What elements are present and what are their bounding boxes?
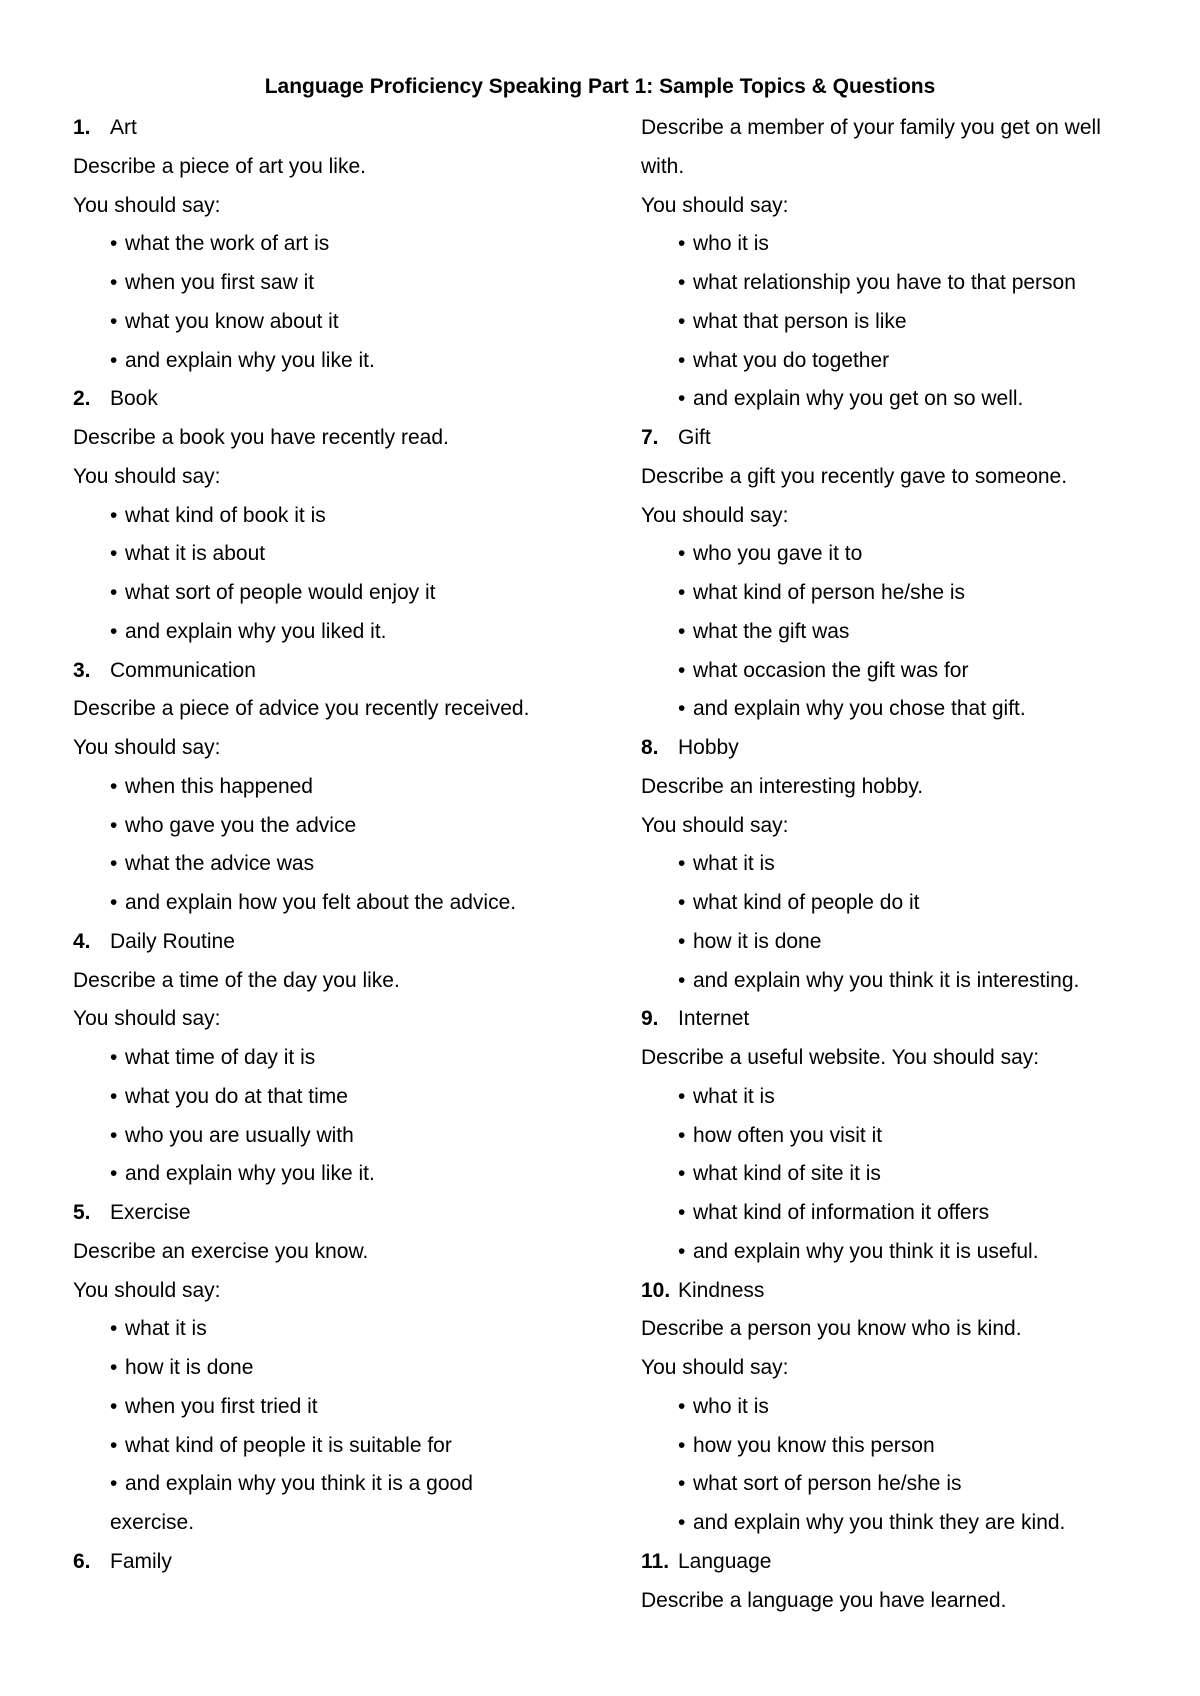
bullet-glyph: •	[678, 891, 686, 914]
bullet-item: • and explain why you think it is interesting.	[641, 962, 1161, 1001]
bullet-item: • and explain why you think it is useful.	[641, 1233, 1161, 1272]
topic-prompt: Describe a member of your family you get on well	[641, 116, 1101, 139]
bullet-item: • who you are usually with	[73, 1117, 633, 1156]
bullet-item: • and explain why you chose that gift.	[641, 690, 1161, 729]
topic-number: 2.	[73, 387, 91, 411]
topic-name: Book	[110, 387, 158, 411]
bullet-glyph: •	[678, 1472, 686, 1496]
should-say-label: You should say:	[73, 193, 221, 217]
bullet-item: • and explain how you felt about the advice.	[73, 884, 633, 923]
bullet-glyph: •	[110, 232, 118, 256]
should-say-label: You should say:	[73, 1007, 221, 1031]
bullet-item: • when you first saw it	[73, 264, 633, 303]
topic-prompt: Describe a time of the day you like.	[73, 968, 400, 992]
left-column	[73, 109, 633, 1582]
topic-number: 8.	[641, 736, 659, 759]
topic-prompt: Describe a useful website. You should say:	[641, 1046, 1040, 1069]
bullet-glyph: •	[678, 1433, 686, 1457]
bullet-item: • what kind of people do it	[641, 884, 1161, 923]
bullet-item: • what sort of people would enjoy it	[73, 574, 633, 613]
bullet-glyph: •	[110, 813, 118, 837]
topic-number: 4.	[73, 929, 91, 953]
topic-number: 6.	[73, 1549, 91, 1573]
topic-name: Family	[110, 1549, 172, 1573]
should-say-label: You should say:	[641, 1356, 789, 1379]
topic-number: 7.	[641, 426, 659, 449]
bullet-glyph: •	[110, 891, 118, 914]
bullet-item: • who you gave it to	[641, 535, 1161, 574]
bullet-item: • how it is done	[73, 1349, 633, 1388]
bullet-item: • what you do together	[641, 342, 1161, 381]
topic-prompt: Describe a language you have learned.	[641, 1588, 1007, 1612]
bullet-glyph: •	[110, 542, 118, 566]
topic-prompt: Describe an interesting hobby.	[641, 774, 924, 798]
bullet-glyph: •	[678, 1239, 686, 1263]
bullet-item: • how you know this person	[641, 1427, 1161, 1466]
topic-heading	[641, 419, 1161, 458]
topic-prompt: Describe a piece of art you like.	[73, 154, 366, 178]
bullet-item: • what it is about	[73, 535, 633, 574]
bullet-item: • what you do at that time	[73, 1078, 633, 1117]
topic-heading	[73, 380, 633, 419]
bullet-glyph: •	[678, 1123, 686, 1147]
bullet-glyph: •	[110, 619, 118, 643]
topic-name: Internet	[678, 1007, 750, 1031]
bullet-item: • and explain why you think it is a good	[73, 1465, 633, 1504]
topic-heading	[73, 1543, 633, 1582]
topic-name: Kindness	[678, 1278, 765, 1302]
topic-heading	[641, 1543, 1161, 1582]
should-say-label: You should say:	[641, 193, 789, 217]
topic-prompt: Describe a piece of advice you recently received.	[73, 697, 530, 721]
bullet-item: • what kind of book it is	[73, 497, 633, 536]
bullet-item: • who gave you the advice	[73, 807, 633, 846]
bullet-glyph: •	[678, 658, 686, 682]
topic-name: Daily Routine	[110, 929, 235, 953]
bullet-glyph: •	[678, 1201, 686, 1224]
bullet-item: • who it is	[641, 225, 1161, 264]
topic-number: 3.	[73, 658, 91, 682]
bullet-item: • what kind of site it is	[641, 1155, 1161, 1194]
topic-number: 11.	[641, 1549, 670, 1573]
bullet-glyph: •	[110, 852, 118, 876]
topic-name: Language	[678, 1549, 772, 1573]
bullet-glyph: •	[110, 309, 118, 333]
topic-heading	[73, 923, 633, 962]
bullet-item: • and explain why you think they are kind.	[641, 1504, 1161, 1543]
topic-prompt: Describe a book you have recently read.	[73, 426, 449, 449]
bullet-item: • what the gift was	[641, 613, 1161, 652]
bullet-glyph: •	[678, 852, 686, 876]
bullet-glyph: •	[678, 1511, 686, 1534]
should-say-label: You should say:	[73, 1278, 221, 1302]
topic-heading	[73, 652, 633, 691]
bullet-glyph: •	[110, 581, 118, 604]
bullet-item: • what relationship you have to that person	[641, 264, 1161, 303]
right-column	[641, 109, 1161, 1620]
bullet-glyph: •	[110, 774, 118, 798]
bullet-continuation: exercise.	[110, 1511, 195, 1534]
topic-heading	[641, 729, 1161, 768]
bullet-glyph: •	[678, 348, 686, 372]
topic-prompt: Describe a gift you recently gave to someone.	[641, 464, 1068, 488]
topic-heading	[641, 1000, 1161, 1039]
bullet-glyph: •	[678, 581, 686, 604]
bullet-glyph: •	[678, 619, 686, 643]
bullet-glyph: •	[678, 271, 686, 294]
topic-name: Gift	[678, 426, 711, 449]
bullet-item: • what time of day it is	[73, 1039, 633, 1078]
bullet-item: • what you know about it	[73, 303, 633, 342]
topic-prompt: Describe an exercise you know.	[73, 1239, 369, 1263]
topic-number: 10.	[641, 1278, 671, 1302]
bullet-glyph: •	[110, 1084, 118, 1108]
bullet-glyph: •	[678, 309, 686, 333]
bullet-glyph: •	[678, 929, 686, 953]
should-say-label: You should say:	[73, 736, 221, 759]
bullet-item: • and explain why you liked it.	[73, 613, 633, 652]
bullet-item: • what it is	[641, 845, 1161, 884]
bullet-glyph: •	[110, 1123, 118, 1147]
bullet-glyph: •	[110, 1472, 118, 1496]
bullet-glyph: •	[110, 1162, 118, 1186]
bullet-glyph: •	[110, 1317, 118, 1341]
bullet-glyph: •	[110, 1046, 118, 1069]
bullet-item: • what occasion the gift was for	[641, 652, 1161, 691]
bullet-glyph: •	[110, 348, 118, 372]
should-say-label: You should say:	[641, 813, 789, 837]
topic-prompt: Describe a person you know who is kind.	[641, 1317, 1022, 1341]
should-say-label: You should say:	[641, 503, 789, 527]
bullet-glyph: •	[678, 697, 686, 721]
topic-prompt-continuation: with.	[641, 154, 685, 178]
topic-number: 1.	[73, 116, 91, 139]
bullet-item: • what the work of art is	[73, 225, 633, 264]
bullet-item: • who it is	[641, 1388, 1161, 1427]
bullet-item: • how it is done	[641, 923, 1161, 962]
topic-number: 9.	[641, 1007, 659, 1031]
bullet-item: • what it is	[73, 1310, 633, 1349]
bullet-glyph: •	[110, 1356, 118, 1379]
bullet-glyph: •	[678, 968, 686, 992]
bullet-glyph: •	[678, 1084, 686, 1108]
bullet-item: • what sort of person he/she is	[641, 1465, 1161, 1504]
topic-heading	[73, 1194, 633, 1233]
bullet-glyph: •	[110, 271, 118, 294]
bullet-glyph: •	[110, 1433, 118, 1457]
bullet-item: • and explain why you like it.	[73, 342, 633, 381]
bullet-item: • what kind of information it offers	[641, 1194, 1161, 1233]
topic-name: Exercise	[110, 1201, 191, 1224]
bullet-item: • what that person is like	[641, 303, 1161, 342]
bullet-glyph: •	[678, 1162, 686, 1186]
topic-heading	[73, 109, 633, 148]
bullet-glyph: •	[678, 232, 686, 256]
page-title: Language Proficiency Speaking Part 1: Sample Topics & Questions	[264, 75, 936, 98]
bullet-item: • what kind of person he/she is	[641, 574, 1161, 613]
bullet-item: • what the advice was	[73, 845, 633, 884]
bullet-item: • and explain why you get on so well.	[641, 380, 1161, 419]
topic-number: 5.	[73, 1201, 91, 1224]
should-say-label: You should say:	[73, 464, 221, 488]
bullet-item: • what it is	[641, 1078, 1161, 1117]
bullet-item: • and explain why you like it.	[73, 1155, 633, 1194]
topic-heading	[641, 1272, 1161, 1311]
topic-name: Art	[110, 116, 137, 139]
bullet-glyph: •	[678, 542, 686, 566]
bullet-glyph: •	[110, 1394, 118, 1418]
topic-name: Communication	[110, 658, 256, 682]
bullet-item: • when you first tried it	[73, 1388, 633, 1427]
bullet-item: • when this happened	[73, 768, 633, 807]
bullet-glyph: •	[678, 1394, 686, 1418]
topic-name: Hobby	[678, 736, 739, 759]
bullet-glyph: •	[678, 387, 686, 411]
bullet-item: • what kind of people it is suitable for	[73, 1427, 633, 1466]
bullet-glyph: •	[110, 503, 118, 527]
bullet-item: • how often you visit it	[641, 1117, 1161, 1156]
